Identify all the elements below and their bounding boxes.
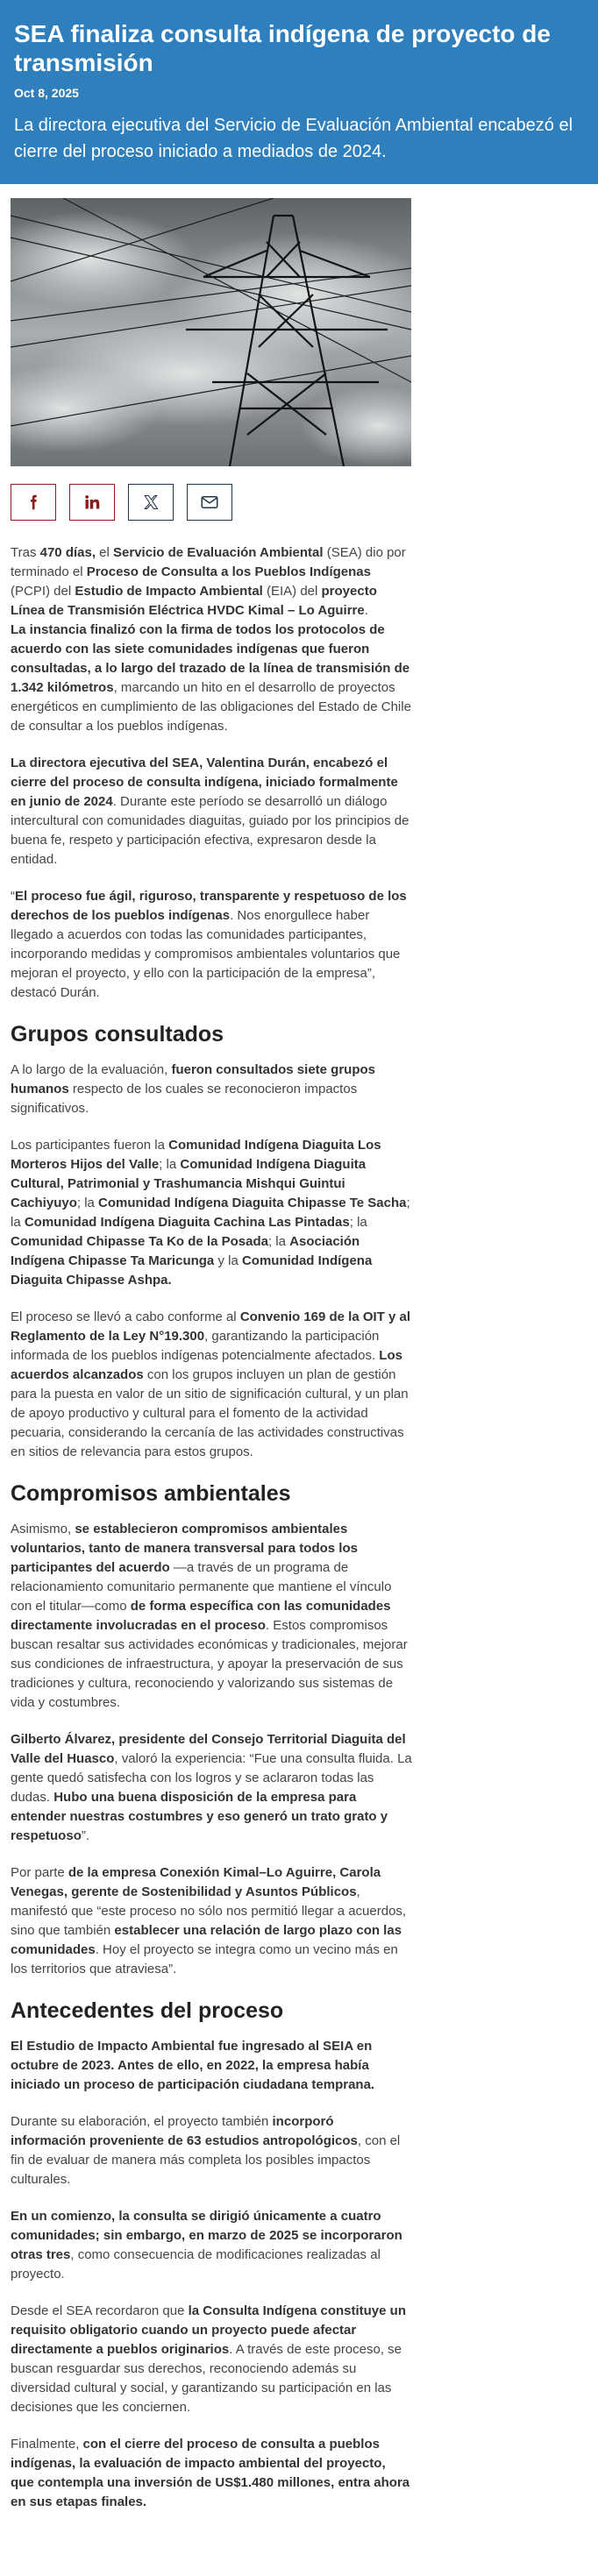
article-body — [11, 543, 412, 2512]
paragraph: La directora ejecutiva del SEA, Valentina Durán, encabezó el cierre del proceso de consulta indígena, iniciado formalmente en junio de 2024. Durante este período se desarrolló un diálogo intercultural con comunidades diaguitas, guiado por los principios de buena fe, respeto y participación efectiva, expresaron desde la entidad. — [11, 756, 409, 867]
paragraph: En un comienzo, la consulta se dirigió únicamente a cuatro comunidades; sin embargo, en marzo de 2025 se incorporaron otras tres, como consecuencia de modificaciones realizadas al proyecto. — [11, 2209, 402, 2281]
email-icon — [201, 495, 218, 509]
paragraph: Durante su elaboración, el proyecto también incorporó información proveniente de 63 estudios antropológicos, con el fin de evaluar de manera más completa los posibles impactos culturales. — [11, 2114, 401, 2187]
article-subtitle: La directora ejecutiva del Servicio de Evaluación Ambiental encabezó el cierre del proceso iniciado a mediados de 2024. — [14, 116, 573, 161]
section-heading-compromisos: Compromisos ambientales — [11, 1481, 291, 1506]
paragraph: Asimismo, se establecieron compromisos ambientales voluntarios, tanto de manera transversal para todos los participantes del acuerdo —a través de un programa de relacionamiento comunitario permanente que mantiene el vínculo con el titular—como de forma específica con las comunidades directamente involucradas en el proceso. Estos compromisos buscan resaltar sus actividades económicas y tradicionales, mejorar sus condiciones de infraestructura, y apoyar la preservación de sus tradiciones y cultura, reconociendo y valorizando sus sistemas de vida y costumbres. — [11, 1522, 408, 1710]
article-content — [0, 198, 423, 2512]
article-date: Oct 8, 2025 — [14, 86, 79, 100]
paragraph: El Estudio de Impacto Ambiental fue ingresado al SEIA en octubre de 2023. Antes de ello, en 2022, la empresa había iniciado un proceso de participación ciudadana temprana. — [11, 2039, 375, 2092]
share-bar — [11, 484, 412, 521]
quote-paragraph: “El proceso fue ágil, riguroso, transparente y respetuoso de los derechos de los pueblos indígenas. Nos enorgullece haber llegado a acuerdos con todas las comunidades participantes, incorporando medidas y compromisos ambientales voluntarios que mejoran el proyecto, y ello con la participación de la empresa”, destacó Durán. — [11, 889, 407, 1000]
x-share-button[interactable] — [128, 484, 174, 521]
paragraph: El proceso se llevó a cabo conforme al Convenio 169 de la OIT y al Reglamento de la Ley N°19.300, garantizando la participación informada de los pueblos indígenas potencialmente afectados. Los acuerdos alcanzados con los grupos incluyen un plan de gestión para la puesta en valor de un sitio de significación cultural, y un plan de apoyo productivo y cultural para el fomento de la actividad pecuaria, considerando la cercanía de las actividades constructivas en sitios de relevancia para estos grupos. — [11, 1309, 411, 1459]
section-heading-antecedentes: Antecedentes del proceso — [11, 1998, 284, 2023]
paragraph: Finalmente, con el cierre del proceso de consulta a pueblos indígenas, la evaluación de impacto ambiental del proyecto, que contempla una inversión de US$1.480 millones, entra ahora en sus etapas finales. — [11, 2437, 410, 2509]
article-title: SEA finaliza consulta indígena de proyecto de transmisión — [14, 20, 551, 76]
paragraph: Por parte de la empresa Conexión Kimal–Lo Aguirre, Carola Venegas, gerente de Sostenibilidad y Asuntos Públicos, manifestó que “este proceso no sólo nos permitió llegar a acuerdos, sino que también establecer una relación de largo plazo con las comunidades. Hoy el proyecto se integra como un vecino más en los territorios que atraviesa”. — [11, 1865, 407, 1976]
linkedin-icon — [84, 494, 100, 510]
transmission-tower-photo — [11, 198, 411, 466]
linkedin-share-button[interactable] — [69, 484, 115, 521]
facebook-share-button[interactable] — [11, 484, 56, 521]
paragraph: Los participantes fueron la Comunidad Indígena Diaguita Los Morteros Hijos del Valle; la Comunidad Indígena Diaguita Cultural, Patrimonial y Trashumancia Mishqui Guintui Cachiyuyo; la Comunidad Indígena Diaguita Chipasse Te Sacha; la Comunidad Indígena Diaguita Cachina Las Pintadas; la Comunidad Chipasse Ta Ko de la Posada; la Asociación Indígena Chipasse Ta Maricunga y la Comunidad Indígena Diaguita Chipasse Ashpa. — [11, 1138, 410, 1288]
email-share-button[interactable] — [187, 484, 232, 521]
article-header — [0, 0, 598, 184]
section-heading-grupos: Grupos consultados — [11, 1022, 224, 1047]
paragraph: Desde el SEA recordaron que la Consulta Indígena constituye un requisito obligatorio cuando un proyecto puede afectar directamente a pueblos originarios. A través de este proceso, se buscan resguardar sus derechos, reconociendo además su diversidad cultural y social, y garantizando su participación en las decisiones que les conciernen. — [11, 2303, 406, 2415]
paragraph: A lo largo de la evaluación, fueron consultados siete grupos humanos respecto de los cuales se reconocieron impactos significativos. — [11, 1062, 375, 1116]
paragraph: Tras 470 días, el Servicio de Evaluación Ambiental (SEA) dio por terminado el Proceso de Consulta a los Pueblos Indígenas (PCPI) del Estudio de Impacto Ambiental (EIA) del proyecto Línea de Transmisión Eléctrica HVDC Kimal – Lo Aguirre. La instancia finalizó con la firma de todos los protocolos de acuerdo con las siete comunidades indígenas que fueron consultadas, a lo largo del trazado de la línea de transmisión de 1.342 kilómetros, marcando un hito en el desarrollo de proyectos energéticos en cumplimiento de las obligaciones del Estado de Chile de consultar a los pueblos indígenas. — [11, 545, 411, 734]
x-icon — [143, 494, 159, 510]
facebook-icon — [25, 494, 41, 510]
hero-image — [11, 198, 411, 466]
paragraph: Gilberto Álvarez, presidente del Consejo Territorial Diaguita del Valle del Huasco, valoró la experiencia: “Fue una consulta fluida. La gente quedó satisfecha con los logros y se aclararon todas las dudas. Hubo una buena disposición de la empresa para entender nuestras costumbres y eso generó un trato grato y respetuoso”. — [11, 1732, 412, 1843]
